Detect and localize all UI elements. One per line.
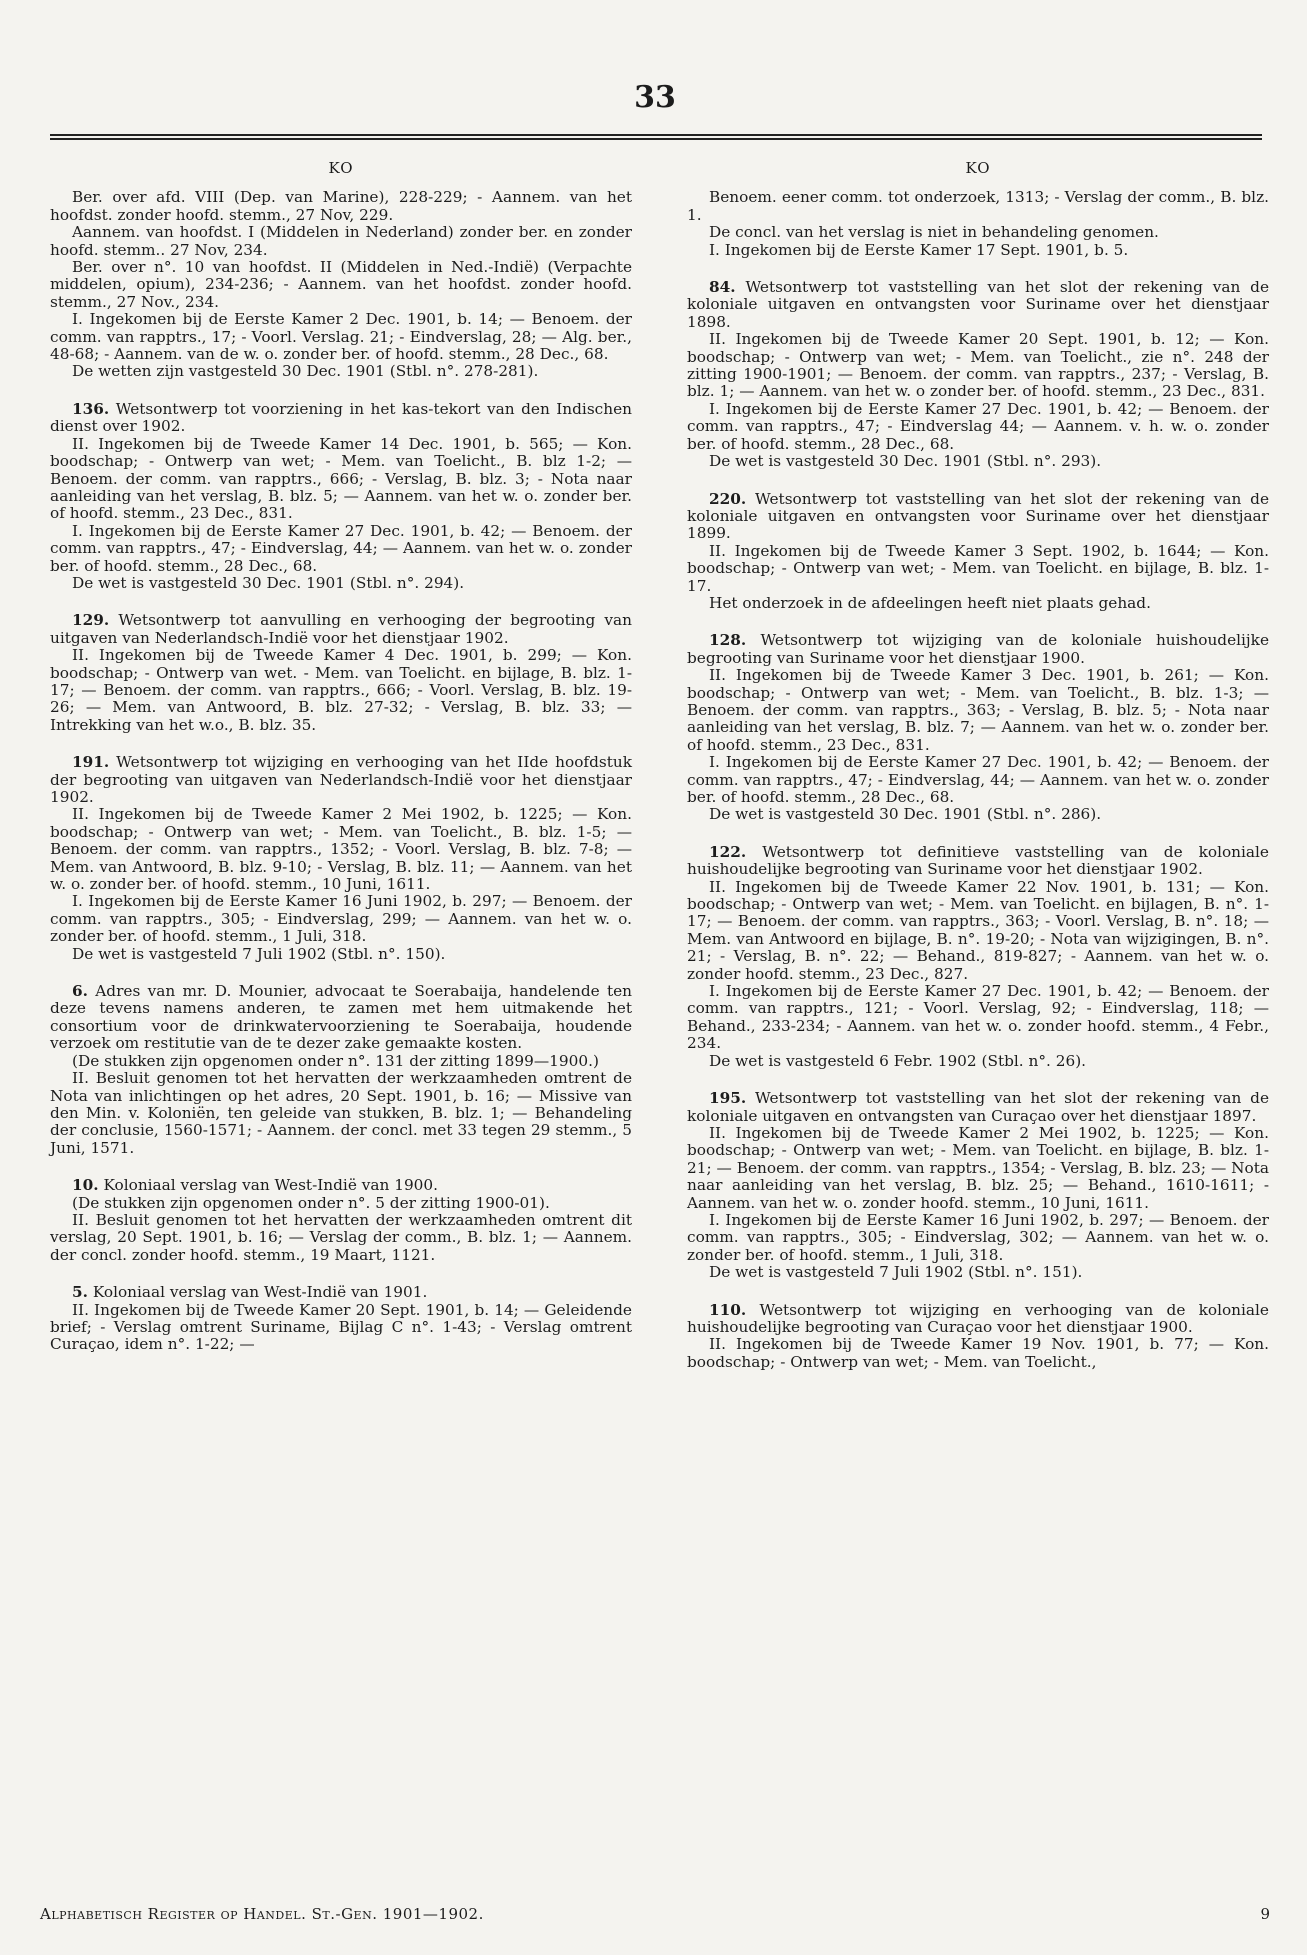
entry-text: I. Ingekomen bij de Eerste Kamer 27 Dec. 1901, b. 42; — Benoem. der comm. van rapptrs., 121; - Voorl. Verslag, 92; - Eindverslag, 118; — Behand., 233-234; - Aannem. van het w. o. zonder hoofd. stemm., 4 Febr., 234. [687, 982, 1269, 1053]
entry-paragraph [50, 946, 632, 963]
entry-paragraph [687, 983, 1269, 1053]
entry-paragraph [50, 363, 632, 380]
entry-text: Wetsontwerp tot voorziening in het kas-tekort van den Indischen dienst over 1902. [50, 399, 632, 436]
entry-paragraph [687, 1302, 1269, 1337]
entry-number: 129. [72, 611, 110, 630]
entry-paragraph [50, 311, 632, 363]
register-entry [687, 1090, 1269, 1281]
entry-text: Wetsontwerp tot vaststelling van het slot der rekening van de koloniale uitgaven en ontvangsten van Curaçao over het dienstjaar 1897. [687, 1089, 1269, 1125]
entry-paragraph [687, 754, 1269, 806]
entry-text: I. Ingekomen bij de Eerste Kamer 27 Dec. 1901, b. 42; — Benoem. der comm. van rapptrs., 47; - Eindverslag, 44; — Aannem. van het w. o. zonder ber. of hoofd. stemm., 28 Dec., 68. [50, 521, 632, 575]
entry-text: De wet is vastgesteld 30 Dec. 1901 (Stbl. n°. 286). [709, 805, 1102, 824]
entry-text: Koloniaal verslag van West-Indië van 1900. [98, 1176, 439, 1195]
register-entry [50, 1284, 632, 1354]
entry-paragraph [687, 844, 1269, 879]
left-entries [50, 189, 632, 1353]
entry-paragraph [687, 453, 1269, 470]
entry-paragraph [50, 401, 632, 436]
entry-text: Wetsontwerp tot vaststelling van het slot der rekening van de koloniale uitgaven en ontvangsten voor Suriname over het dienstjaar 1898. [687, 278, 1269, 331]
entry-paragraph [687, 242, 1269, 259]
entry-text: I. Ingekomen bij de Eerste Kamer 16 Juni 1902, b. 297; — Benoem. der comm. van rapptrs., 305; - Eindverslag, 302; — Aannem. van het w. o. zonder ber. of hoofd. stemm., 1 Juli, 318. [687, 1210, 1269, 1264]
entry-paragraph [50, 189, 632, 224]
entry-paragraph [687, 667, 1269, 754]
left-column-heading: KO [328, 159, 354, 177]
entry-paragraph [687, 224, 1269, 241]
entry-text: (De stukken zijn opgenomen onder n°. 131 der zitting 1899—1900.) [72, 1051, 599, 1070]
right-entries [687, 189, 1269, 1371]
entry-paragraph [687, 279, 1269, 331]
header-rule [50, 134, 1262, 136]
entry-text: Wetsontwerp tot definitieve vaststelling van de koloniale huishoudelijke begrooting van Suriname voor het dienstjaar 1902. [687, 842, 1269, 879]
entry-number: 110. [709, 1300, 747, 1319]
entry-paragraph [50, 612, 632, 647]
entry-number: 122. [709, 842, 747, 861]
page-number: 33 [634, 80, 676, 115]
entry-text: Wetsontwerp tot vaststelling van het slot der rekening van de koloniale uitgaven en ontvangsten voor Suriname over het dienstjaar 1899. [687, 489, 1269, 543]
entry-text: II. Besluit genomen tot het hervatten der werkzaamheden omtrent de Nota van inlichtingen op het adres, 20 Sept. 1901, b. 16; — Missive van den Min. v. Koloniën, ten geleide van stukken, B. blz. 1; — Behandeling der conclusie, 1560-1571; - Aannem. der concl. met 33 tegen 29 stemm., 5 Juni, 1571. [50, 1069, 632, 1157]
register-entry [50, 754, 632, 963]
entry-number: 5. [72, 1283, 88, 1302]
entry-text: De wet is vastgesteld 30 Dec. 1901 (Stbl. n°. 293). [709, 452, 1102, 471]
right-column [687, 160, 1269, 1391]
right-column-heading: KO [965, 159, 991, 177]
entry-paragraph [50, 575, 632, 592]
entry-paragraph [687, 1090, 1269, 1125]
entry-paragraph [687, 543, 1269, 595]
entry-paragraph [50, 1177, 632, 1194]
entry-text: Koloniaal verslag van West-Indië van 1901. [87, 1283, 428, 1302]
register-entry [50, 189, 632, 380]
entry-paragraph [687, 1125, 1269, 1212]
entry-paragraph [687, 1212, 1269, 1264]
entry-number: 84. [709, 278, 736, 297]
entry-paragraph [687, 401, 1269, 453]
entry-number: 136. [72, 399, 110, 418]
entry-text: II. Ingekomen bij de Tweede Kamer 2 Mei 1902, b. 1225; — Kon. boodschap; - Ontwerp van wet; - Mem. van Toelicht., B. blz. 1-5; — Benoem. der comm. van rapptrs., 1352; - Voorl. Verslag, B. blz. 7-8; — Mem. van Antwoord, B. blz. 9-10; - Verslag, B. blz. 11; — Aannem. van het w. o. zonder ber. of hoofd. stemm., 10 Juni, 1611. [50, 805, 632, 894]
entry-text: I. Ingekomen bij de Eerste Kamer 17 Sept. 1901, b. 5. [709, 240, 1129, 259]
register-entry [50, 1177, 632, 1264]
entry-number: 191. [72, 753, 110, 772]
entry-paragraph [50, 259, 632, 311]
entry-paragraph [50, 806, 632, 893]
entry-text: I. Ingekomen bij de Eerste Kamer 2 Dec. 1901, b. 14; — Benoem. der comm. van rapptrs., 17; - Voorl. Verslag. 21; - Eindverslag, 28; — Alg. ber., 48-68; - Aannem. van de w. o. zonder ber. of hoofd. stemm., 28 Dec., 68. [50, 310, 632, 364]
entry-text: Wetsontwerp tot aanvulling en verhooging der begrooting van uitgaven van Nederlandsch-Indië voor het dienstjaar 1902. [50, 611, 632, 647]
entry-text: II. Ingekomen bij de Tweede Kamer 22 Nov. 1901, b. 131; — Kon. boodschap; - Ontwerp van wet; - Mem. van Toelicht. en bijlagen, B. n°. 1-17; — Benoem. der comm. van rapptrs., 363; - Voorl. Verslag, B. n°. 18; — Mem. van Antwoord en bijlage, B. n°. 19-20; - Nota van wijzigingen, B. n°. 21; - Verslag, B. n°. 22; — Behand., 819-827; - Aannem. van het w. o. zonder hoofd. stemm., 23 Dec., 827. [687, 877, 1269, 983]
entry-paragraph [687, 595, 1269, 612]
entry-paragraph [50, 893, 632, 945]
entry-text: II. Ingekomen bij de Tweede Kamer 19 Nov. 1901, b. 77; — Kon. boodschap; - Ontwerp van wet; - Mem. van Toelicht., [687, 1335, 1269, 1371]
register-entry [687, 1302, 1269, 1372]
entry-paragraph [687, 1053, 1269, 1070]
entry-text: Ber. over afd. VIII (Dep. van Marine), 228-229; - Aannem. van het hoofdst. zonder hoofd. stemm., 27 Nov, 229. [50, 188, 632, 224]
entry-text: De wetten zijn vastgesteld 30 Dec. 1901 (Stbl. n°. 278-281). [72, 362, 539, 381]
entry-text: Ber. over n°. 10 van hoofdst. II (Middelen in Ned.-Indië) (Verpachte middelen, opium), 234-236; - Aannem. van het hoofdst. zonder hoofd. stemm., 27 Nov., 234. [50, 258, 632, 311]
entry-text: I. Ingekomen bij de Eerste Kamer 16 Juni 1902, b. 297; — Benoem. der comm. van rapptrs., 305; - Eindverslag, 299; — Aannem. van het w. o. zonder ber. of hoofd. stemm., 1 Juli, 318. [50, 892, 632, 946]
footer-signature-mark: 9 [1260, 1905, 1270, 1923]
entry-paragraph [50, 1070, 632, 1157]
entry-paragraph [50, 647, 632, 734]
entry-number: 128. [709, 631, 747, 650]
entry-text: Wetsontwerp tot wijziging en verhooging van het IIde hoofdstuk der begrooting van uitgaven van Nederlandsch-Indië voor het dienstjaar 1902. [50, 753, 632, 806]
entry-text: De wet is vastgesteld 7 Juli 1902 (Stbl. n°. 150). [72, 944, 446, 963]
entry-text: Benoem. eener comm. tot onderzoek, 1313; - Verslag der comm., B. blz. 1. [687, 188, 1269, 224]
entry-paragraph [687, 879, 1269, 983]
entry-text: De wet is vastgesteld 7 Juli 1902 (Stbl. n°. 151). [709, 1263, 1083, 1282]
entry-text: De wet is vastgesteld 6 Febr. 1902 (Stbl. n°. 26). [709, 1051, 1087, 1070]
entry-text: II. Ingekomen bij de Tweede Kamer 3 Sept. 1902, b. 1644; — Kon. boodschap; - Ontwerp van wet; - Mem. van Toelicht. en bijlage, B. blz. 1-17. [687, 541, 1269, 595]
entry-paragraph [50, 1212, 632, 1264]
entry-text: I. Ingekomen bij de Eerste Kamer 27 Dec. 1901, b. 42; — Benoem. der comm. van rapptrs., 47; - Eindverslag 44; — Aannem. v. h. w. o. zonder ber. of hoofd. stemm., 28 Dec., 68. [687, 399, 1269, 453]
entry-text: II. Ingekomen bij de Tweede Kamer 20 Sept. 1901, b. 12; — Kon. boodschap; - Ontwerp van wet; - Mem. van Toelicht., zie n°. 248 der zitting 1900-1901; — Benoem. der comm. van rapptrs., 237; - Verslag, B. blz. 1; — Aannem. van het w. o zonder ber. of hoofd. stemm., 23 Dec., 831. [687, 330, 1269, 401]
entry-text: Wetsontwerp tot wijziging en verhooging van de koloniale huishoudelijke begrooting van Curaçao voor het dienstjaar 1900. [687, 1300, 1269, 1336]
register-entry [687, 491, 1269, 613]
entry-paragraph [50, 1195, 632, 1212]
entry-text: II. Ingekomen bij de Tweede Kamer 3 Dec. 1901, b. 261; — Kon. boodschap; - Ontwerp van wet; - Mem. van Toelicht., B. blz. 1-3; — Benoem. der comm. van rapptrs., 363; - Verslag, B. blz. 5; - Nota naar aanleiding van het verslag, B. blz. 7; — Aannem. van het w. o. zonder ber. of hoofd. stemm., 23 Dec., 831. [687, 666, 1269, 754]
footer-running-title: Alphabetisch Register op Handel. St.-Gen. 1901—1902. [40, 1905, 484, 1923]
entry-paragraph [687, 1336, 1269, 1371]
entry-text: I. Ingekomen bij de Eerste Kamer 27 Dec. 1901, b. 42; — Benoem. der comm. van rapptrs., 47; - Eindverslag, 44; — Aannem. van het w. o. zonder ber. of hoofd. stemm., 28 Dec., 68. [687, 753, 1269, 806]
entry-text: II. Ingekomen bij de Tweede Kamer 2 Mei 1902, b. 1225; — Kon. boodschap; - Ontwerp van wet; - Mem. van Toelicht. en bijlage, B. blz. 1-21; — Benoem. der comm. van rapptrs., 1354; - Verslag, B. blz. 23; — Nota naar aanleiding van het verslag, B. blz. 25; — Behand., 1610-1611; - Aannem. van het w. o. zonder hoofd. stemm., 10 Juni, 1611. [687, 1123, 1269, 1212]
entry-text: Wetsontwerp tot wijziging van de koloniale huishoudelijke begrooting van Suriname voor het dienstjaar 1900. [687, 631, 1269, 667]
register-entry [687, 279, 1269, 470]
entry-text: Adres van mr. D. Mounier, advocaat te Soerabaija, handelende ten deze tevens namens anderen, te zamen met hem uitmakende het consortium voor de drinkwatervoorziening te Soerabaija, houdende verzoek om restitutie van de te dezer zake gemaakte kosten. [50, 982, 632, 1053]
entry-paragraph [50, 1284, 632, 1301]
entry-text: Het onderzoek in de afdeelingen heeft niet plaats gehad. [709, 593, 1151, 612]
entry-paragraph [687, 806, 1269, 823]
entry-paragraph [50, 224, 632, 259]
entry-number: 220. [709, 489, 747, 508]
entry-text: Aannem. van hoofdst. I (Middelen in Nederland) zonder ber. en zonder hoofd. stemm.. 27 Nov, 234. [50, 223, 632, 259]
left-column [50, 160, 632, 1374]
entry-paragraph [687, 491, 1269, 543]
entry-text: II. Ingekomen bij de Tweede Kamer 4 Dec. 1901, b. 299; — Kon. boodschap; - Ontwerp van wet. - Mem. van Toelicht. en bijlage, B. blz. 1-17; — Benoem. der comm. van rapptrs., 666; - Voorl. Verslag, B. blz. 19-26; — Mem. van Antwoord, B. blz. 27-32; - Verslag, B. blz. 33; — Intrekking van het w.o., B. blz. 35. [50, 646, 632, 734]
entry-text: II. Ingekomen bij de Tweede Kamer 14 Dec. 1901, b. 565; — Kon. boodschap; - Ontwerp van wet; - Mem. van Toelicht., B. blz 1-2; — Benoem. der comm. van rapptrs., 666; - Verslag, B. blz. 3; - Nota naar aanleiding van het verslag, B. blz. 5; — Aannem. van het w. o. zonder ber. of hoofd. stemm., 23 Dec., 831. [50, 434, 632, 523]
entry-paragraph [687, 1264, 1269, 1281]
entry-paragraph [687, 331, 1269, 401]
register-entry [50, 612, 632, 734]
entry-text: II. Ingekomen bij de Tweede Kamer 20 Sept. 1901, b. 14; — Geleidende brief; - Verslag omtrent Suriname, Bijlag C n°. 1-43; - Verslag omtrent Curaçao, idem n°. 1-22; — [50, 1300, 632, 1354]
entry-paragraph [687, 189, 1269, 224]
entry-paragraph [50, 1302, 632, 1354]
entry-text: De wet is vastgesteld 30 Dec. 1901 (Stbl. n°. 294). [72, 573, 465, 592]
entry-paragraph [50, 523, 632, 575]
entry-paragraph [50, 1053, 632, 1070]
entry-paragraph [50, 436, 632, 523]
register-entry [687, 844, 1269, 1070]
entry-text: (De stukken zijn opgenomen onder n°. 5 der zitting 1900-01). [72, 1193, 550, 1212]
entry-paragraph [687, 632, 1269, 667]
register-entry [687, 189, 1269, 259]
entry-paragraph [50, 983, 632, 1053]
entry-text: De concl. van het verslag is niet in behandeling genomen. [709, 223, 1159, 242]
entry-text: II. Besluit genomen tot het hervatten der werkzaamheden omtrent dit verslag, 20 Sept. 1901, b. 16; — Verslag der comm., B. blz. 1; — Aannem. der concl. zonder hoofd. stemm., 19 Maart, 1121. [50, 1210, 632, 1264]
register-entry [687, 632, 1269, 823]
entry-number: 6. [72, 982, 88, 1001]
register-entry [50, 983, 632, 1157]
entry-number: 195. [709, 1089, 747, 1108]
entry-number: 10. [72, 1176, 99, 1195]
register-entry [50, 401, 632, 592]
entry-paragraph [50, 754, 632, 806]
